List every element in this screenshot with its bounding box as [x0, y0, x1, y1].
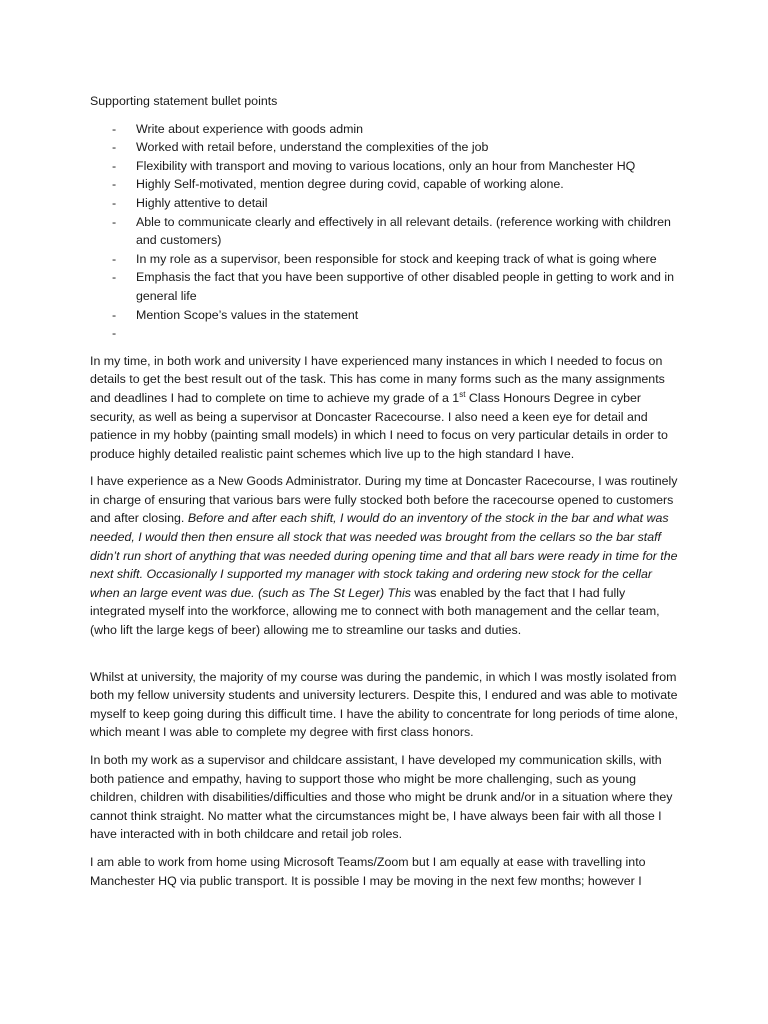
- bullet-dash: -: [112, 158, 117, 173]
- bullet-list: [90, 120, 682, 343]
- bullet-dash: -: [112, 326, 117, 341]
- bullet-dash: -: [112, 195, 117, 210]
- bullet-text: Worked with retail before, understand the complexities of the job: [136, 140, 489, 155]
- bullet-text: Highly attentive to detail: [136, 195, 268, 210]
- paragraph-italic-text: Before and after each shift, I would do an inventory of the stock in the bar and what was needed, I would then then ensure all stock that was needed was brought from the cellars so the bar staff didn’t run short of anything that was needed during opening time and that all bars were ready in time for the next shift. Occasionally I supported my manager with stock taking and ordering new stock for the cellar when an large event was due. (such as The St Leger) This: [90, 511, 678, 600]
- page-heading: Supporting statement bullet points: [90, 94, 278, 108]
- paragraph-communication-skills: In both my work as a supervisor and childcare assistant, I have developed my communication skills, with both patience and empathy, having to support those who might be more challenging, such as young children, children with disabilities/difficulties and those who might be drunk and/or in a situation where they cannot think straight. No matter what the circumstances might be, I have always been fair with all those I have interacted with in both childcare and retail job roles.: [90, 753, 673, 842]
- paragraph-university-self-motivation: Whilst at university, the majority of my course was during the pandemic, in which I was mostly isolated from both my fellow university students and university lecturers. Despite this, I endured and was able to motivate myself to keep going during this difficult time. I have the ability to concentrate for long periods of time alone, which meant I was able to complete my degree with first class honors.: [90, 669, 678, 740]
- bullet-text: Mention Scope’s values in the statement: [136, 307, 359, 322]
- bullet-text: Able to communicate clearly and effectively in all relevant details. (reference working with children and customers): [136, 214, 671, 248]
- bullet-text: Write about experience with goods admin: [136, 121, 364, 136]
- bullet-item: [90, 194, 682, 213]
- bullet-item: [90, 120, 682, 139]
- bullet-text: Emphasis the fact that you have been supportive of other disabled people in getting to work and in general life: [136, 270, 674, 303]
- paragraph-goods-admin-experience: [90, 472, 682, 639]
- bullet-item: [90, 175, 682, 194]
- paragraph-text: was enabled by the fact that I had fully integrated myself into the workforce, allowing me to connect with both management and the cellar team,(who lift the large kegs of beer) allowing me to streamline our tasks and duties.: [90, 585, 660, 638]
- paragraph-text: I have experience as a New Goods Administrator. During my time at Doncaster Racecourse, I was routinely in charge of ensuring that various bars were fully stocked both before the racecourse opened to customers and after closing.: [90, 474, 678, 526]
- bullet-dash: -: [112, 121, 117, 136]
- paragraph-attention-to-detail: [90, 352, 682, 464]
- bullet-text: In my role as a supervisor, been responsible for stock and keeping track of what is going where: [136, 251, 657, 266]
- bullet-item: [90, 306, 682, 325]
- bullet-item: [90, 157, 682, 176]
- document-body: [90, 92, 682, 899]
- bullet-dash: -: [112, 177, 117, 192]
- bullet-item: [90, 250, 682, 269]
- bullet-dash: -: [112, 251, 117, 266]
- bullet-dash: -: [112, 270, 117, 285]
- bullet-dash: -: [112, 214, 117, 229]
- bullet-text: Flexibility with transport and moving to various locations, only an hour from Manchester HQ: [136, 158, 636, 173]
- bullet-text: Highly Self-motivated, mention degree during covid, capable of working alone.: [136, 177, 564, 192]
- paragraph-text: Class Honours Degree in cyber security, as well as being a supervisor at Doncaster Racecourse. I also need a keen eye for detail and patience in my hobby (painting small models) in which I need to focus on very particular details in order to produce highly detailed realistic paint schemes which live up to the high standard I have.: [90, 390, 668, 461]
- blank-line: [90, 649, 682, 668]
- paragraph-travel-flexibility: I am able to work from home using Microsoft Teams/Zoom but I am equally at ease with travelling into Manchester HQ via public transport. It is possible I may be moving in the next few months; however I: [90, 854, 646, 888]
- ordinal-superscript: st: [459, 389, 466, 399]
- bullet-item: [90, 268, 682, 305]
- bullet-dash: -: [112, 140, 117, 155]
- bullet-item: [90, 213, 682, 250]
- bullet-item: [90, 138, 682, 157]
- bullet-item-empty: [90, 324, 682, 343]
- bullet-dash: -: [112, 307, 117, 322]
- paragraph-text: In my time, in both work and university I have experienced many instances in which I needed to focus on details to get the best result out of the task. This has come in many forms such as the many assignments and deadlines I had to complete on time to achieve my grade of a 1: [90, 353, 665, 405]
